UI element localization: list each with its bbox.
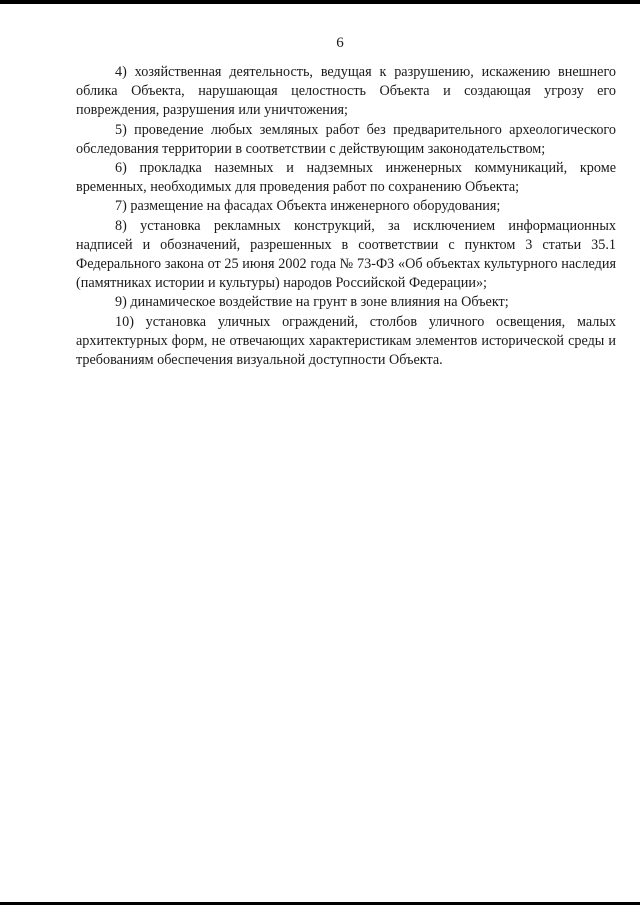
- list-item-6: 6) прокладка наземных и надземных инженерных коммуникаций, кроме временных, необходимых для проведения работ по сохранению Объекта;: [76, 160, 616, 196]
- scan-edge-top: [0, 0, 640, 4]
- list-item-4: 4) хозяйственная деятельность, ведущая к разрушению, искажению внешнего облика Объекта, нарушающая целостность Объекта и создающая угрозу его повреждения, разрушения или уничтожения;: [76, 64, 616, 119]
- document-body: [76, 63, 616, 370]
- list-item-9: 9) динамическое воздействие на грунт в зоне влияния на Объект;: [115, 294, 509, 311]
- page-number: 6: [336, 35, 344, 51]
- list-item-7: 7) размещение на фасадах Объекта инженерного оборудования;: [115, 198, 501, 215]
- list-item-10: 10) установка уличных ограждений, столбов уличного освещения, малых архитектурных форм, не отвечающих характеристикам элементов исторической среды и требованиям обеспечения визуальной доступности Объекта.: [76, 313, 616, 369]
- list-item-8: 8) установка рекламных конструкций, за исключением информационных надписей и обозначений, разрешенных в соответствии с пунктом 3 статьи 35.1 Федерального закона от 25 июня 2002 года № 73-ФЗ «Об объектах культурного наследия (памятниках истории и культуры) народов Российской Федерации»;: [76, 217, 616, 292]
- list-item-5: 5) проведение любых земляных работ без предварительного археологического обследования территории в соответствии с действующим законодательством;: [76, 121, 616, 157]
